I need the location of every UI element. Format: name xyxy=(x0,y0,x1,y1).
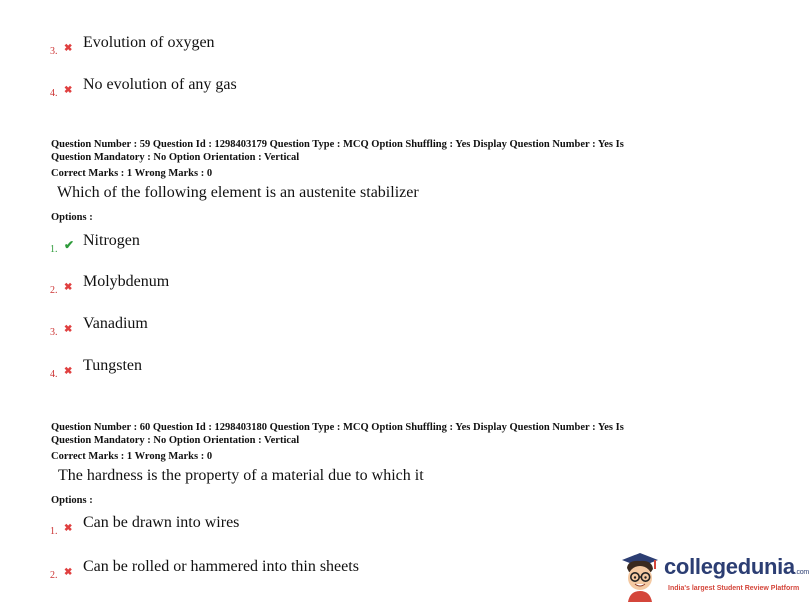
cross-icon: ✖ xyxy=(64,523,73,534)
cross-icon: ✖ xyxy=(64,366,73,377)
question-marks: Correct Marks : 1 Wrong Marks : 0 xyxy=(51,168,213,179)
options-label: Options : xyxy=(51,495,93,506)
option-text: Can be drawn into wires xyxy=(83,514,240,531)
question-meta-line: Question Mandatory : No Option Orientation : Vertical xyxy=(51,152,300,163)
option-text: Molybdenum xyxy=(83,273,170,290)
option-number: 2. xyxy=(50,285,58,296)
cross-icon: ✖ xyxy=(64,43,73,54)
question-text: The hardness is the property of a material due to which it xyxy=(58,467,424,484)
logo-wordmark xyxy=(664,554,809,580)
option-number: 1. xyxy=(50,526,58,537)
check-icon: ✔ xyxy=(64,238,75,252)
option-number: 4. xyxy=(50,369,58,380)
question-meta-line: Question Number : 59 Question Id : 1298403179 Question Type : MCQ Option Shuffling : Yes Display Question Number : Yes Is xyxy=(51,139,624,150)
question-meta-line: Question Mandatory : No Option Orientation : Vertical xyxy=(51,435,300,446)
option-text: Nitrogen xyxy=(83,232,140,249)
logo-suffix: .com xyxy=(794,569,809,576)
option-number: 2. xyxy=(50,570,58,581)
cross-icon: ✖ xyxy=(64,85,73,96)
option-text: Vanadium xyxy=(83,315,148,332)
mascot-icon xyxy=(618,550,664,604)
logo-wordmark-text: collegedunia xyxy=(664,554,795,579)
question-meta xyxy=(51,138,751,180)
question-meta xyxy=(51,421,751,463)
logo-tagline: India's largest Student Review Platform xyxy=(668,585,800,592)
option-text: Evolution of oxygen xyxy=(83,34,215,51)
question-meta-line: Question Number : 60 Question Id : 1298403180 Question Type : MCQ Option Shuffling : Yes Display Question Number : Yes Is xyxy=(51,422,624,433)
cross-icon: ✖ xyxy=(64,324,73,335)
cross-icon: ✖ xyxy=(64,567,73,578)
question-marks: Correct Marks : 1 Wrong Marks : 0 xyxy=(51,451,213,462)
option-number: 4. xyxy=(50,88,58,99)
option-number: 3. xyxy=(50,46,58,57)
option-text: No evolution of any gas xyxy=(83,76,237,93)
option-number: 1. xyxy=(50,244,58,255)
question-text: Which of the following element is an austenite stabilizer xyxy=(57,184,419,201)
collegedunia-logo xyxy=(618,548,809,606)
option-text: Tungsten xyxy=(83,357,142,374)
options-label: Options : xyxy=(51,212,93,223)
option-number: 3. xyxy=(50,327,58,338)
option-text: Can be rolled or hammered into thin sheets xyxy=(83,558,359,575)
cross-icon: ✖ xyxy=(64,282,73,293)
